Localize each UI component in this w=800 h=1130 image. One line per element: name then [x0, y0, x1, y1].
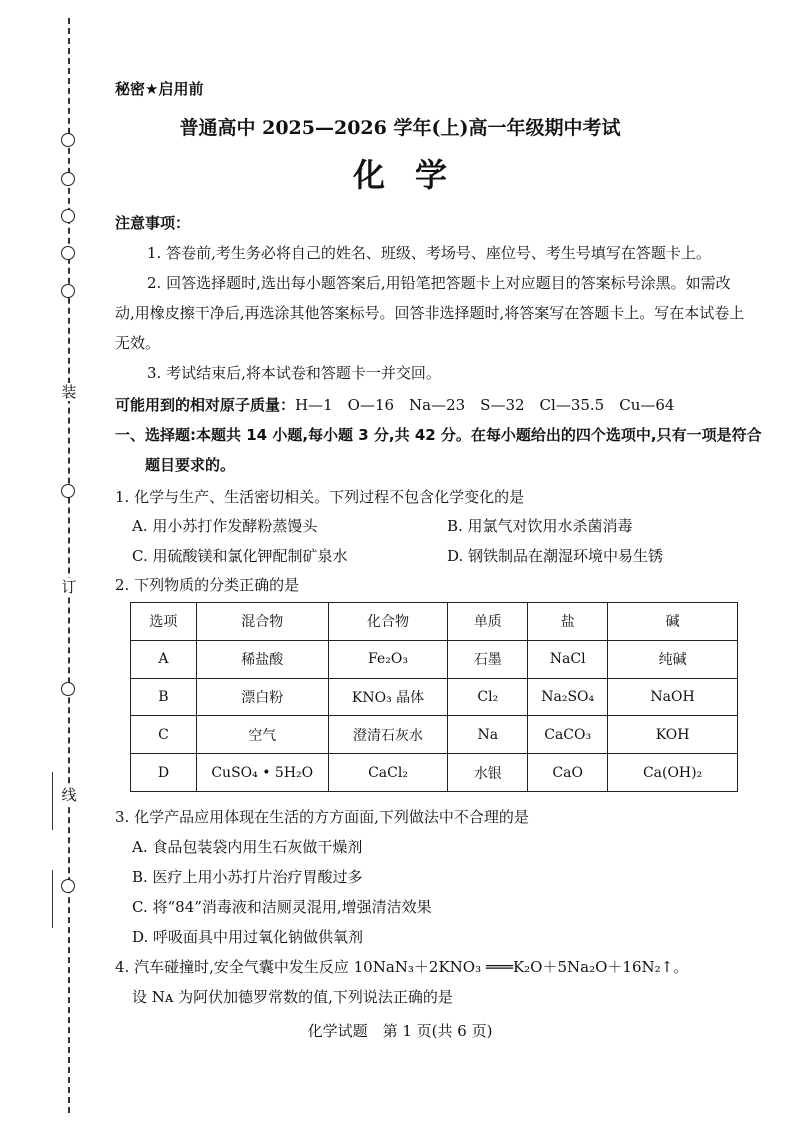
table-header-cell: 单质 [448, 603, 528, 641]
table-cell: NaOH [608, 678, 738, 716]
q3-option-b: B. 医疗上用小苏打片治疗胃酸过多 [132, 868, 363, 886]
binding-hole [61, 209, 75, 223]
page-footer: 化学试题 第 1 页(共 6 页) [307, 1022, 493, 1040]
table-header-row [131, 603, 738, 641]
binding-hole [61, 682, 75, 696]
table-cell: Na₂SO₄ [528, 678, 608, 716]
binding-label-zhuang: 装 [61, 383, 77, 401]
table-cell: CaCl₂ [328, 754, 448, 792]
confidential-mark: 秘密★启用前 [115, 80, 204, 98]
table-cell: 澄清石灰水 [328, 716, 448, 754]
table-cell: NaCl [528, 640, 608, 678]
binding-hole [61, 284, 75, 298]
table-cell: KNO₃ 晶体 [328, 678, 448, 716]
table-cell: B [131, 678, 197, 716]
q3-option-a: A. 食品包装袋内用生石灰做干燥剂 [132, 838, 363, 856]
table-cell: CaCO₃ [528, 716, 608, 754]
table-header-cell: 混合物 [196, 603, 328, 641]
atomic-mass-label: 可能用到的相对原子质量： [115, 396, 296, 414]
binding-label-xian: 线 [61, 786, 77, 804]
table-cell: KOH [608, 716, 738, 754]
table-row [131, 754, 738, 792]
table-header-cell: 碱 [608, 603, 738, 641]
table-cell: Ca(OH)₂ [608, 754, 738, 792]
subject-title: 化学 [352, 156, 477, 194]
table-cell: 空气 [196, 716, 328, 754]
atomic-mass-line [115, 390, 745, 420]
q4-stem-line-2: 设 Nᴀ 为阿伏加德罗常数的值,下列说法正确的是 [132, 988, 453, 1006]
table-cell: 石墨 [448, 640, 528, 678]
table-cell: D [131, 754, 197, 792]
table-cell: 稀盐酸 [196, 640, 328, 678]
table-cell: Na [448, 716, 528, 754]
table-cell: Cl₂ [448, 678, 528, 716]
q1-option-d: D. 钢铁制品在潮湿环境中易生锈 [447, 547, 664, 565]
table-header-cell: 化合物 [328, 603, 448, 641]
q1-stem: 1. 化学与生产、生活密切相关。下列过程不包含化学变化的是 [115, 488, 525, 506]
binding-hole [61, 879, 75, 893]
q1-option-c: C. 用硫酸镁和氯化钾配制矿泉水 [132, 547, 348, 565]
table-cell: C [131, 716, 197, 754]
table-cell: A [131, 640, 197, 678]
section-1-title: 一、选择题:本题共 14 小题,每小题 3 分,共 42 分。在每小题给出的四个选项中,只有一项是符合题目要求的。 [115, 426, 762, 474]
q3-stem: 3. 化学产品应用体现在生活的方方面面,下列做法中不合理的是 [115, 808, 529, 826]
binding-hole [61, 246, 75, 260]
table-cell: Fe₂O₃ [328, 640, 448, 678]
table-row [131, 716, 738, 754]
q2-stem: 2. 下列物质的分类正确的是 [115, 576, 300, 594]
notice-title: 注意事项： [115, 214, 191, 232]
binding-solid-mark [52, 870, 53, 928]
table-row [131, 678, 738, 716]
table-cell: CaO [528, 754, 608, 792]
binding-solid-mark [52, 772, 53, 830]
binding-hole [61, 484, 75, 498]
notice-item-2: 2. 回答选择题时,选出每小题答案后,用铅笔把答题卡上对应题目的答案标号涂黑。如需改动,用橡皮擦干净后,再选涂其他答案标号。回答非选择题时,将答案写在答题卡上。写在本试卷上无效。 [115, 274, 745, 352]
notice-item-3: 3. 考试结束后,将本试卷和答题卡一并交回。 [147, 364, 441, 382]
table-header-cell: 选项 [131, 603, 197, 641]
table-cell: 漂白粉 [196, 678, 328, 716]
binding-label-ding: 订 [61, 578, 77, 596]
notice-item-1: 1. 答卷前,考生务必将自己的姓名、班级、考场号、座位号、考生号填写在答题卡上。 [147, 244, 711, 262]
classification-table [130, 602, 738, 792]
q1-option-a: A. 用小苏打作发酵粉蒸馒头 [132, 517, 318, 535]
table-cell: 水银 [448, 754, 528, 792]
table-header-cell: 盐 [528, 603, 608, 641]
table-row [131, 640, 738, 678]
table-cell: 纯碱 [608, 640, 738, 678]
q1-option-b: B. 用氯气对饮用水杀菌消毒 [447, 517, 633, 535]
table-cell: CuSO₄ • 5H₂O [196, 754, 328, 792]
q3-option-d: D. 呼吸面具中用过氧化钠做供氧剂 [132, 928, 364, 946]
exam-title: 普通高中 2025—2026 学年(上)高一年级期中考试 [179, 117, 621, 139]
atomic-mass-values: H—1 O—16 Na—23 S—32 Cl—35.5 Cu—64 [295, 396, 675, 414]
q3-option-c: C. 将“84”消毒液和洁厕灵混用,增强清洁效果 [132, 898, 432, 916]
q4-stem-line-1: 4. 汽车碰撞时,安全气囊中发生反应 10NaN₃＋2KNO₃ ═══K₂O＋5Na₂O＋16N₂↑。 [115, 958, 689, 976]
